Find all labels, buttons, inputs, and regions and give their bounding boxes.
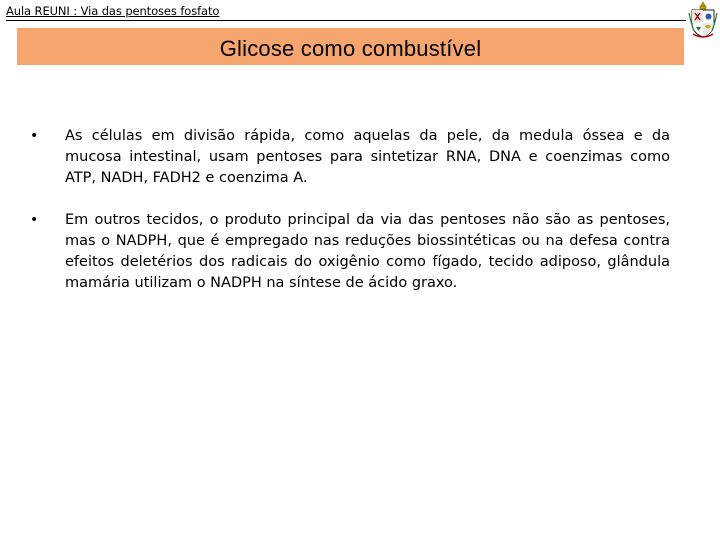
header-divider (6, 20, 686, 21)
bullet-text: Em outros tecidos, o produto principal da via das pentoses não são as pentoses, mas o NADPH, que é empregado nas reduções biossintéticas ou na defesa contra efeitos deletérios dos radicais do oxigênio como fígado, tecido adiposo, glândula mamária utilizam o NADPH na síntese de ácido graxo. (65, 212, 670, 291)
header-title: Aula REUNI : Via das pentoses fosfato (6, 4, 220, 18)
bullet-list (30, 126, 670, 315)
bullet-text: As células em divisão rápida, como aquelas da pele, da medula óssea e da mucosa intestinal, usam pentoses para sintetizar RNA, DNA e coenzimas como ATP, NADH, FADH2 e coenzima A. (65, 128, 670, 186)
university-crest-icon (688, 1, 718, 39)
bullet-marker: • (30, 212, 39, 228)
bullet-item (30, 210, 670, 294)
section-banner (17, 28, 684, 65)
bullet-marker: • (30, 128, 39, 144)
bullet-item (30, 126, 670, 189)
slide-title: Glicose como combustível (219, 36, 482, 61)
